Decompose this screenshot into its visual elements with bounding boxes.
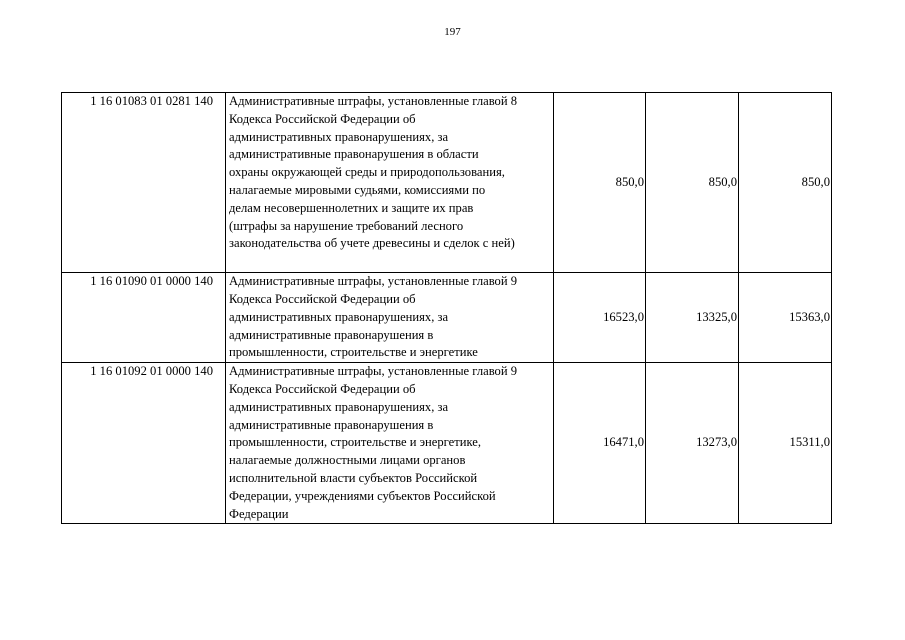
value-cell-2: 13325,0 [646,273,739,363]
value-cell-1: 850,0 [554,93,646,273]
description-line: административных правонарушениях, за [229,399,449,414]
description-line: Кодекса Российской Федерации об [229,381,416,396]
value-cell-3: 15311,0 [739,363,832,524]
value-cell-2: 850,0 [646,93,739,273]
budget-table [61,92,832,524]
table-row [62,273,832,363]
description-line: исполнительной власти субъектов Российской [229,470,478,485]
budget-code-cell: 1 16 01090 01 0000 140 [62,273,226,363]
description-cell [226,93,554,273]
description-cell [226,273,554,363]
description-line: Федерации [229,506,289,521]
value-cell-1: 16523,0 [554,273,646,363]
page-number: 197 [444,26,461,38]
description-line: административных правонарушениях, за [229,309,449,324]
value-cell-1: 16471,0 [554,363,646,524]
description-line: административные правонарушения в области [229,147,479,162]
table-row [62,363,832,524]
description-line: делам несовершеннолетних и защите их прав [229,200,474,215]
description-line: налагаемые мировыми судьями, комиссиями по [229,182,486,197]
description-line: Кодекса Российской Федерации об [229,111,416,126]
table-row [62,93,832,273]
description-cell [226,363,554,524]
value-cell-3: 850,0 [739,93,832,273]
description-line: (штрафы за нарушение требований лесного [229,218,464,233]
description-line: Административные штрафы, установленные главой 9 [229,274,518,289]
description-line: административные правонарушения в [229,327,434,342]
budget-code-cell: 1 16 01092 01 0000 140 [62,363,226,524]
description-line: промышленности, строительстве и энергетике, [229,435,482,450]
value-cell-3: 15363,0 [739,273,832,363]
description-line: налагаемые должностными лицами органов [229,453,466,468]
description-line: охраны окружающей среды и природопользования, [229,165,505,180]
description-line: Федерации, учреждениями субъектов Российской [229,488,496,503]
description-line: административных правонарушениях, за [229,129,449,144]
value-cell-2: 13273,0 [646,363,739,524]
description-line: законодательства об учете древесины и сделок с ней) [229,236,515,251]
budget-code-cell: 1 16 01083 01 0281 140 [62,93,226,273]
description-line: административные правонарушения в [229,417,434,432]
description-line: Административные штрафы, установленные главой 9 [229,364,518,379]
description-line: Административные штрафы, установленные главой 8 [229,94,518,108]
description-line: промышленности, строительстве и энергетике [229,345,478,360]
description-line: Кодекса Российской Федерации об [229,291,416,306]
